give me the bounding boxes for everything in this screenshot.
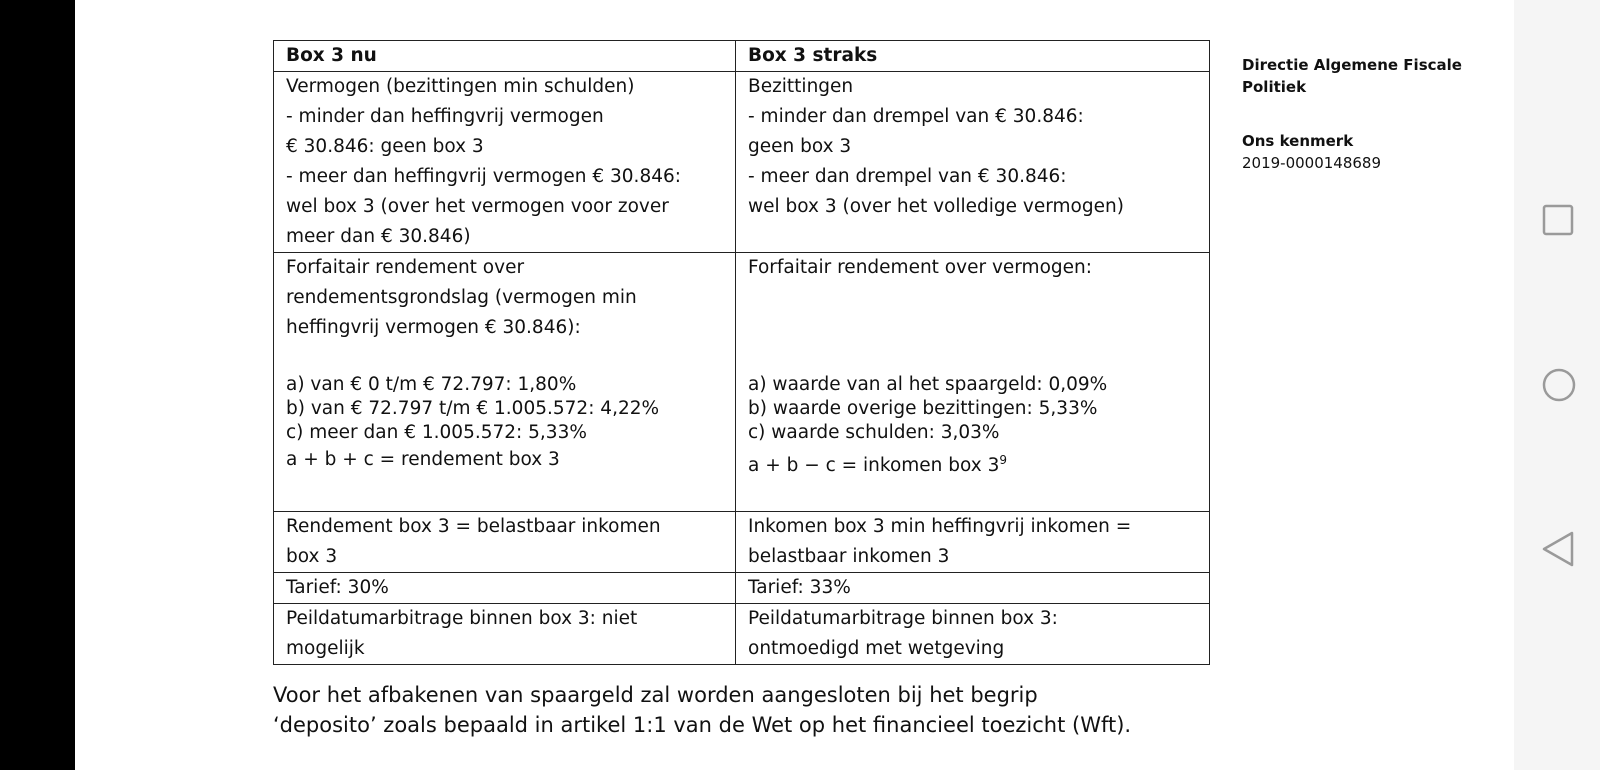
cell-line: rendementsgrondslag (vermogen min: [286, 287, 637, 308]
cell-line: - minder dan drempel van € 30.846:: [748, 106, 1084, 127]
cell-line: € 30.846: geen box 3: [286, 136, 484, 157]
left-black-bar: [0, 0, 75, 770]
back-icon[interactable]: [1542, 531, 1574, 567]
cell-line: a) waarde van al het spaargeld: 0,09%: [748, 374, 1108, 395]
cell-gap: [748, 343, 1197, 373]
cell-row4-left: Tarief: 30%: [274, 573, 736, 604]
cell-line: ontmoedigd met wetgeving: [748, 638, 1005, 660]
cell-line: [748, 445, 1197, 481]
cell-line: geen box 3: [748, 136, 852, 157]
cell-gap: [748, 313, 1197, 343]
cell-line: Inkomen box 3 min heffingvrij inkomen =: [748, 516, 1132, 538]
paragraph-line: ‘deposito’ zoals bepaald in artikel 1:1 van de Wet op het financieel toezicht (Wft).: [273, 713, 1132, 737]
cell-line: Vermogen (bezittingen min schulden): [286, 76, 635, 97]
cell-line: c) waarde schulden: 3,03%: [748, 422, 1000, 443]
cell-gap: [286, 343, 723, 373]
table-row: [274, 253, 1210, 512]
cell-row1-right: [736, 72, 1210, 253]
home-icon[interactable]: [1542, 368, 1576, 402]
cell-line: meer dan € 30.846): [286, 226, 471, 247]
table-row: [274, 604, 1210, 665]
cell-row5-right: [736, 604, 1210, 665]
cell-line: Forfaitair rendement over: [286, 257, 525, 278]
cell-line: belastbaar inkomen 3: [748, 546, 950, 568]
cell-line: a + b + c = rendement box 3: [286, 449, 560, 470]
cell-line: b) van € 72.797 t/m € 1.005.572: 4,22%: [286, 398, 660, 419]
table-row: [274, 573, 1210, 604]
sidebar-spacer: [1242, 120, 1462, 130]
cell-line: c) meer dan € 1.005.572: 5,33%: [286, 422, 587, 443]
cell-line: - meer dan heffingvrij vermogen € 30.846:: [286, 166, 681, 187]
sum-text: a + b − c = inkomen box 3: [748, 455, 1000, 477]
cell-row1-left: [274, 72, 736, 253]
recent-apps-icon[interactable]: [1542, 204, 1574, 236]
cell-row5-left: [274, 604, 736, 665]
cell-row3-right: [736, 512, 1210, 573]
cell-line: Forfaitair rendement over vermogen:: [748, 257, 1092, 278]
cell-line: b) waarde overige bezittingen: 5,33%: [748, 398, 1098, 419]
cell-line: wel box 3 (over het volledige vermogen): [748, 196, 1124, 217]
header-box3-now: Box 3 nu: [274, 41, 736, 72]
cell-line: Rendement box 3 = belastbaar inkomen: [286, 516, 661, 538]
department-name: Directie Algemene Fiscale: [1242, 56, 1462, 74]
comparison-table: [273, 40, 1210, 665]
footnote-marker[interactable]: 9: [999, 453, 1008, 467]
cell-line: heffingvrij vermogen € 30.846):: [286, 317, 581, 338]
cell-row3-left: [274, 512, 736, 573]
reference-value: 2019-0000148689: [1242, 154, 1382, 172]
cell-line: wel box 3 (over het vermogen voor zover: [286, 196, 669, 217]
table-header-row: [274, 41, 1210, 72]
cell-gap: [748, 283, 1197, 313]
header-box3-later: Box 3 straks: [736, 41, 1210, 72]
cell-line: box 3: [286, 546, 338, 568]
cell-gap: [286, 475, 723, 505]
document-page: [75, 0, 1514, 770]
body-paragraph: [273, 680, 1233, 740]
cell-line: a) van € 0 t/m € 72.797: 1,80%: [286, 374, 577, 395]
department-name-cont: Politiek: [1242, 78, 1307, 96]
cell-row4-right: Tarief: 33%: [736, 573, 1210, 604]
cell-row2-left: [274, 253, 736, 512]
cell-row2-right: [736, 253, 1210, 512]
cell-line: Peildatumarbitrage binnen box 3:: [748, 608, 1058, 630]
cell-line: Bezittingen: [748, 76, 854, 97]
sidebar-spacer: [1242, 98, 1462, 120]
navigation-bar: [1514, 0, 1600, 770]
document-sidebar-info: [1242, 54, 1462, 174]
cell-line: - meer dan drempel van € 30.846:: [748, 166, 1067, 187]
cell-line: - minder dan heffingvrij vermogen: [286, 106, 604, 127]
cell-line: mogelijk: [286, 638, 365, 660]
cell-gap: [748, 481, 1197, 511]
cell-line: Peildatumarbitrage binnen box 3: niet: [286, 608, 638, 630]
reference-label: Ons kenmerk: [1242, 132, 1354, 150]
table-row: [274, 72, 1210, 253]
paragraph-line: Voor het afbakenen van spaargeld zal worden aangesloten bij het begrip: [273, 683, 1038, 707]
table-row: [274, 512, 1210, 573]
